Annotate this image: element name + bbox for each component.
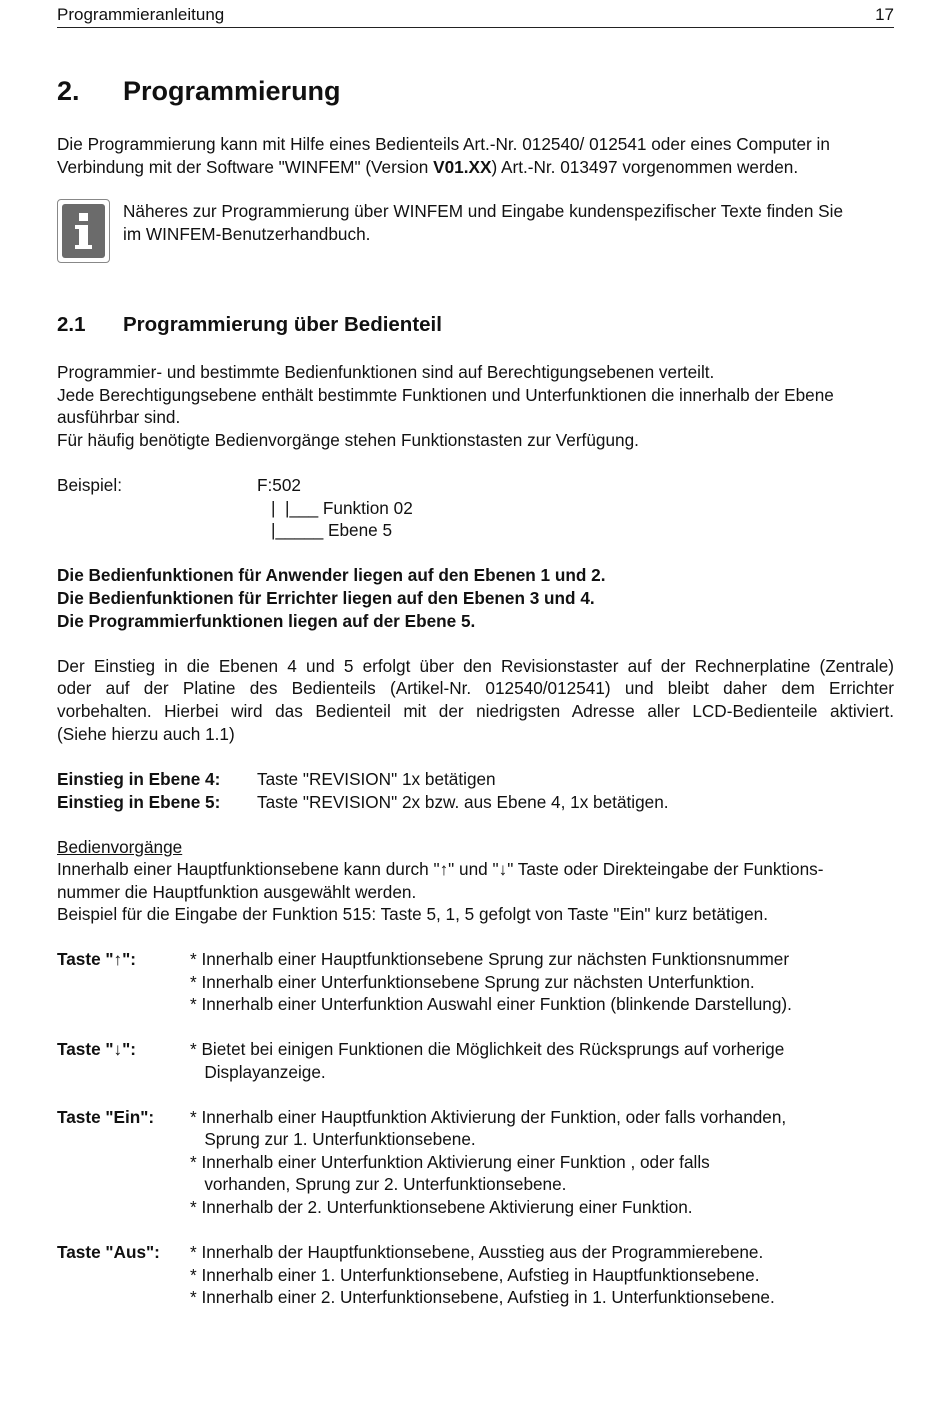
key-ein-line-3: * Innerhalb einer Unterfunktion Aktivierung einer Funktion , oder falls [190,1152,710,1172]
info-icon-glyph [62,204,105,258]
bold-line-3: Die Programmierfunktionen liegen auf der Ebene 5. [57,611,476,631]
key-ein-line-4: vorhanden, Sprung zur 2. Unterfunktionsebene. [190,1174,567,1194]
para1-line-3: ausführbar sind. [57,407,181,427]
entry-text-5: Taste "REVISION" 2x bzw. aus Ebene 4, 1x betätigen. [257,792,669,812]
note-line-1: Näheres zur Programmierung über WINFEM und Eingabe kundenspezifischer Texte finden Sie [123,201,844,221]
example-code: F:502 [257,475,301,495]
intro-line-2 [57,156,798,179]
para1-line-2: Jede Berechtigungsebene enthält bestimmte Funktionen und Unterfunktionen die innerhalb der Ebene [57,385,834,405]
entry-label-4: Einstieg in Ebene 4: [57,769,221,789]
example-label: Beispiel: [57,475,122,495]
key-down-line-1: * Bietet bei einigen Funktionen die Möglichkeit des Rücksprungs auf vorherige [190,1039,785,1059]
info-icon-panel [62,204,105,258]
intro-line-1: Die Programmierung kann mit Hilfe eines Bedienteils Art.-Nr. 012540/ 012541 oder eines Computer in [57,134,830,154]
para1-line-1: Programmier- und bestimmte Bedienfunktionen sind auf Berechtigungsebenen verteilt. [57,362,715,382]
version-label: V01.XX [433,157,492,177]
page-header [57,5,894,28]
info-icon [57,199,110,263]
key-ein-line-5: * Innerhalb der 2. Unterfunktionsebene Aktivierung einer Funktion. [190,1197,693,1217]
para2-line-2: oder auf der Platine des Bedienteils (Artikel-Nr. 012540/012541) und bleibt daher dem Errichter [57,678,894,698]
intro-line-2-b: ) Art.-Nr. 013497 vorgenommen werden. [491,157,799,177]
bedien-line-1: Innerhalb einer Hauptfunktionsebene kann durch "↑" und "↓" Taste oder Direkteingabe der Funktions- [57,859,824,879]
header-title: Programmieranleitung [57,5,225,24]
key-up-line-2: * Innerhalb einer Unterfunktionsebene Sprung zur nächsten Unterfunktion. [190,972,755,992]
section-number: 2. [57,76,80,106]
bold-line-2: Die Bedienfunktionen für Errichter liegen auf den Ebenen 3 und 4. [57,588,595,608]
key-up-line-3: * Innerhalb einer Unterfunktion Auswahl einer Funktion (blinkende Darstellung). [190,994,792,1014]
bedien-line-2: nummer die Hauptfunktion ausgewählt werden. [57,882,417,902]
section-title: Programmierung [123,76,341,106]
key-aus-label: Taste "Aus": [57,1242,160,1262]
key-ein-line-1: * Innerhalb einer Hauptfunktion Aktivierung der Funktion, oder falls vorhanden, [190,1107,787,1127]
key-up-line-1: * Innerhalb einer Hauptfunktionsebene Sprung zur nächsten Funktionsnummer [190,949,790,969]
key-down-line-2: Displayanzeige. [190,1062,326,1082]
bold-line-1: Die Bedienfunktionen für Anwender liegen auf den Ebenen 1 und 2. [57,565,606,585]
example-line-3: |_____ Ebene 5 [271,520,393,540]
para1-line-4: Für häufig benötigte Bedienvorgänge stehen Funktionstasten zur Verfügung. [57,430,639,450]
bedien-heading: Bedienvorgänge [57,837,183,857]
entry-label-5: Einstieg in Ebene 5: [57,792,221,812]
key-up-label: Taste "↑": [57,949,137,969]
intro-line-2-a: Verbindung mit der Software "WINFEM" (Version [57,157,434,177]
key-aus-line-3: * Innerhalb einer 2. Unterfunktionsebene, Aufstieg in 1. Unterfunktionsebene. [190,1287,775,1307]
note-line-2: im WINFEM-Benutzerhandbuch. [123,224,371,244]
bedien-line-3: Beispiel für die Eingabe der Funktion 515: Taste 5, 1, 5 gefolgt von Taste "Ein" kurz betätigen. [57,904,768,924]
example-line-2: | |___ Funktion 02 [271,498,413,518]
para2-line-1: Der Einstieg in die Ebenen 4 und 5 erfolgt über den Revisionstaster auf der Rechnerplatine (Zentrale) [57,656,894,676]
key-down-label: Taste "↓": [57,1039,137,1059]
subsection-title: Programmierung über Bedienteil [123,313,442,336]
page-number: 17 [875,5,894,24]
subsection-number: 2.1 [57,313,86,336]
para2-line-4: (Siehe hierzu auch 1.1) [57,724,235,744]
key-ein-label: Taste "Ein": [57,1107,155,1127]
key-aus-line-2: * Innerhalb einer 1. Unterfunktionsebene, Aufstieg in Hauptfunktionsebene. [190,1265,760,1285]
entry-text-4: Taste "REVISION" 1x betätigen [257,769,496,789]
para2-line-3: vorbehalten. Hierbei wird das Bedienteil mit der niedrigsten Adresse aller LCD-Bedienteile aktiviert. [57,701,894,721]
key-aus-line-1: * Innerhalb der Hauptfunktionsebene, Ausstieg aus der Programmierebene. [190,1242,764,1262]
key-ein-line-2: Sprung zur 1. Unterfunktionsebene. [190,1129,476,1149]
